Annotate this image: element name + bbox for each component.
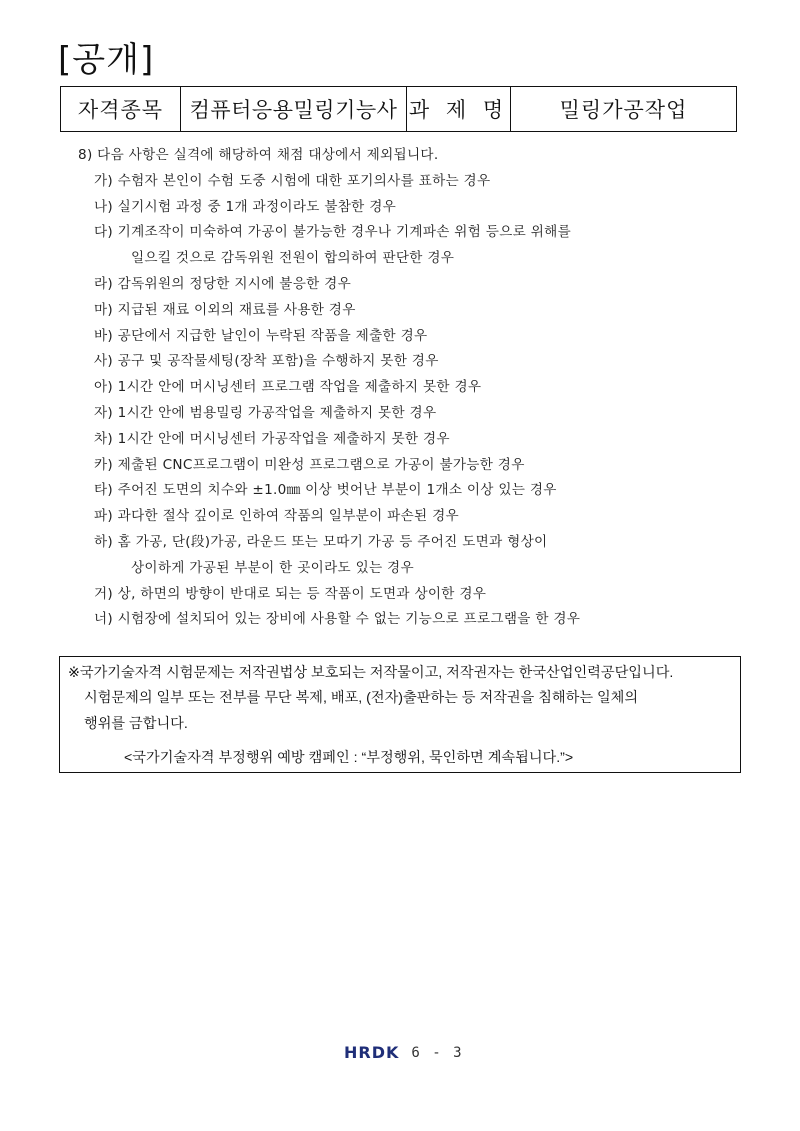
list-item: 하) 홈 가공, 단(段)가공, 라운드 또는 모따기 가공 등 주어진 도면과 형상이 (94, 533, 548, 550)
list-item: 너) 시험장에 설치되어 있는 장비에 사용할 수 없는 기능으로 프로그램을 한 경우 (94, 611, 581, 628)
list-item-continuation: 일으킬 것으로 감독위원 전원이 합의하여 판단한 경우 (131, 250, 455, 267)
campaign-text: <국가기술자격 부정행위 예방 캠페인 : “부정행위, 묵인하면 계속됩니다.”> (124, 750, 574, 766)
copyright-line: 행위를 금합니다. (84, 716, 188, 732)
list-item: 자) 1시간 안에 범용밀링 가공작업을 제출하지 못한 경우 (94, 404, 437, 421)
page-number: 6 - 3 (411, 1044, 464, 1061)
copyright-notice (59, 656, 741, 773)
list-item: 가) 수험자 본인이 수험 도중 시험에 대한 포기의사를 표하는 경우 (94, 172, 491, 189)
public-tag: [공개] (58, 40, 155, 80)
disqualification-intro: 8) 다음 사항은 실격에 해당하여 채점 대상에서 제외됩니다. (78, 147, 439, 163)
list-item-continuation: 상이하게 가공된 부분이 한 곳이라도 있는 경우 (131, 559, 414, 576)
copyright-line: ※국가기술자격 시험문제는 저작권법상 보호되는 저작물이고, 저작권자는 한국산업인력공단입니다. (68, 665, 674, 681)
list-item: 사) 공구 및 공작물세팅(장착 포함)을 수행하지 못한 경우 (94, 353, 439, 370)
list-item: 거) 상, 하면의 방향이 반대로 되는 등 작품이 도면과 상이한 경우 (94, 585, 487, 602)
list-item: 파) 과다한 절삭 깊이로 인하여 작품의 일부분이 파손된 경우 (94, 508, 459, 525)
task-label: 과 제 명 (407, 87, 511, 131)
list-item: 카) 제출된 CNC프로그램이 미완성 프로그램으로 가공이 불가능한 경우 (94, 456, 525, 473)
list-item: 바) 공단에서 지급한 날인이 누락된 작품을 제출한 경우 (94, 327, 428, 344)
qualification-label: 자격종목 (61, 87, 181, 131)
list-item: 아) 1시간 안에 머시닝센터 프로그램 작업을 제출하지 못한 경우 (94, 379, 482, 396)
page-footer (344, 1043, 464, 1062)
list-item: 차) 1시간 안에 머시닝센터 가공작업을 제출하지 못한 경우 (94, 430, 450, 447)
header-table (60, 86, 737, 132)
copyright-line: 시험문제의 일부 또는 전부를 무단 복제, 배포, (전자)출판하는 등 저작권을 침해하는 일체의 (84, 690, 639, 706)
qualification-value: 컴퓨터응용밀링기능사 (181, 87, 407, 131)
hrdk-logo: HRDK (344, 1043, 400, 1062)
task-value: 밀링가공작업 (559, 98, 688, 122)
list-item: 다) 기계조작이 미숙하여 가공이 불가능한 경우나 기계파손 위험 등으로 위해를 (94, 224, 571, 241)
list-item: 라) 감독위원의 정당한 지시에 불응한 경우 (94, 275, 352, 292)
list-item: 나) 실기시험 과정 중 1개 과정이라도 불참한 경우 (94, 198, 397, 215)
disqualification-list (72, 143, 752, 633)
list-item: 타) 주어진 도면의 치수와 ±1.0㎜ 이상 벗어난 부분이 1개소 이상 있는 경우 (94, 482, 557, 499)
list-item: 마) 지급된 재료 이외의 재료를 사용한 경우 (94, 301, 356, 318)
